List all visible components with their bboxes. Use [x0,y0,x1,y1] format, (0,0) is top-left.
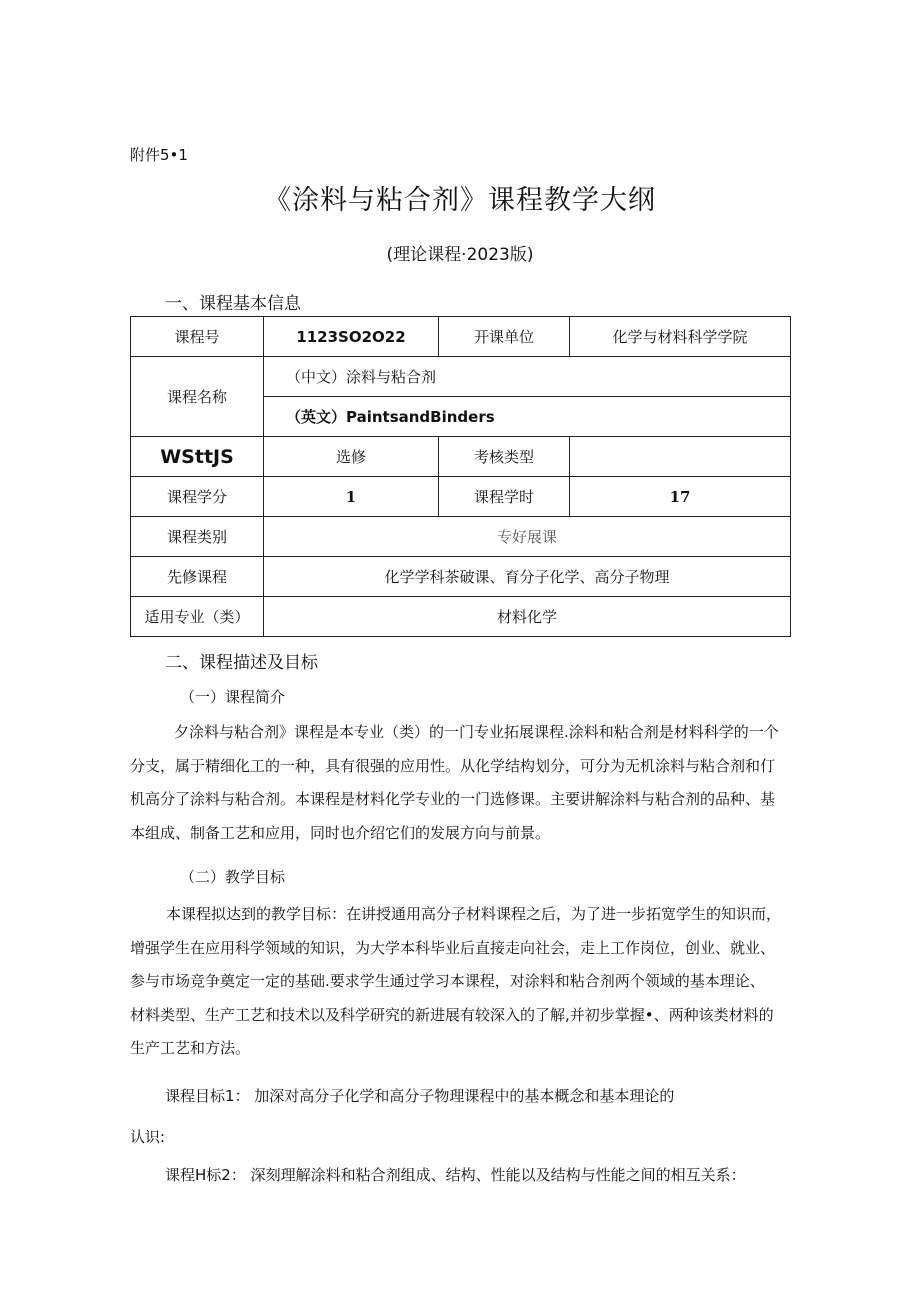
major-value: 材料化学 [264,597,791,637]
intro-paragraph [130,716,790,850]
section-heading-description: 二、课程描述及目标 [165,653,318,673]
goals-line: 生产工艺和方法。 [130,1039,251,1057]
goals-line: 增强学生在应用科学领域的知识，为大学本科毕业后直接走向社会，走上工作岗位，创业、就业、 [130,938,776,957]
credit-label: 课程学分 [131,477,264,517]
goals-paragraph [130,898,790,1066]
course-name-en: （英文）PaintsandBinders [264,397,791,437]
major-label: 适用专业（类） [131,597,264,637]
table-row [131,317,791,357]
course-goal-1-cont: 认识: [130,1128,166,1146]
intro-line: 机高分了涂料与粘合剂。本课程是材料化学专业的一门选修课。主要讲解涂料与粘合剂的品种、基 [130,790,776,808]
intro-line: 夕涂料与粘合剂》课程是本专业（类）的一门专业拓展课程.涂料和粘合剂是材料科学的一个 [174,723,779,741]
course-no-value: 1123SO2O22 [264,317,439,357]
table-row [131,357,791,397]
intro-line: 本组成、制备工艺和应用，同时也介绍它们的发展方向与前景。 [130,823,551,842]
course-info-table [130,316,791,637]
category-label: 课程类别 [131,517,264,557]
section-heading-basic-info: 一、课程基本信息 [165,294,301,314]
table-row [131,597,791,637]
table-row [131,517,791,557]
course-nature-label: WSttJS [131,437,264,477]
course-name-label: 课程名称 [131,357,264,437]
document-title: 《涂料与粘合剂》课程教学大纲 [264,185,656,216]
course-nature-value: 选修 [264,437,439,477]
table-row [131,437,791,477]
attachment-label: 附件5•1 [130,146,188,164]
hours-value: 17 [570,477,791,517]
prereq-label: 先修课程 [131,557,264,597]
intro-line: 分支，属于精细化工的一种，具有很强的应用性。从化学结构划分，可分为无机涂料与粘合剂和仃 [130,756,776,775]
subheading-goals: （二）教学目标 [180,868,286,886]
subheading-intro: （一）课程简介 [180,688,286,706]
goals-line: 材料类型、生产工艺和技术以及科学研究的新进展有较深入的了解,并初步掌握•、两种该类材料的 [130,1005,774,1024]
goals-line: 参与市场竞争奠定一定的基础.要求学生通过学习本课程，对涂料和粘合剂两个领域的基本理论、 [130,972,765,990]
course-goal-1: 课程目标1： 加深对高分子化学和高分子物理课程中的基本概念和基本理论的 [165,1087,675,1105]
category-value: 专好展课 [264,517,791,557]
exam-type-value [570,437,791,477]
goals-line: 本课程拟达到的教学目标：在讲授通用高分子材料课程之后，为了进一步拓宽学生的知识而， [166,905,782,923]
document-subtitle: (理论课程·2023版) [386,245,534,265]
course-goal-2: 课程H标2： 深刻理解涂料和粘合剂组成、结构、性能以及结构与性能之间的相互关系： [165,1166,746,1184]
hours-label: 课程学时 [439,477,570,517]
table-row [131,557,791,597]
course-no-label: 课程号 [131,317,264,357]
credit-value: 1 [264,477,439,517]
dept-value: 化学与材料科学学院 [570,317,791,357]
table-row [131,477,791,517]
dept-label: 开课单位 [439,317,570,357]
course-name-cn: （中文）涂料与粘合剂 [264,357,791,397]
prereq-value: 化学学科茶破课、育分子化学、高分子物理 [264,557,791,597]
exam-type-label: 考核类型 [439,437,570,477]
